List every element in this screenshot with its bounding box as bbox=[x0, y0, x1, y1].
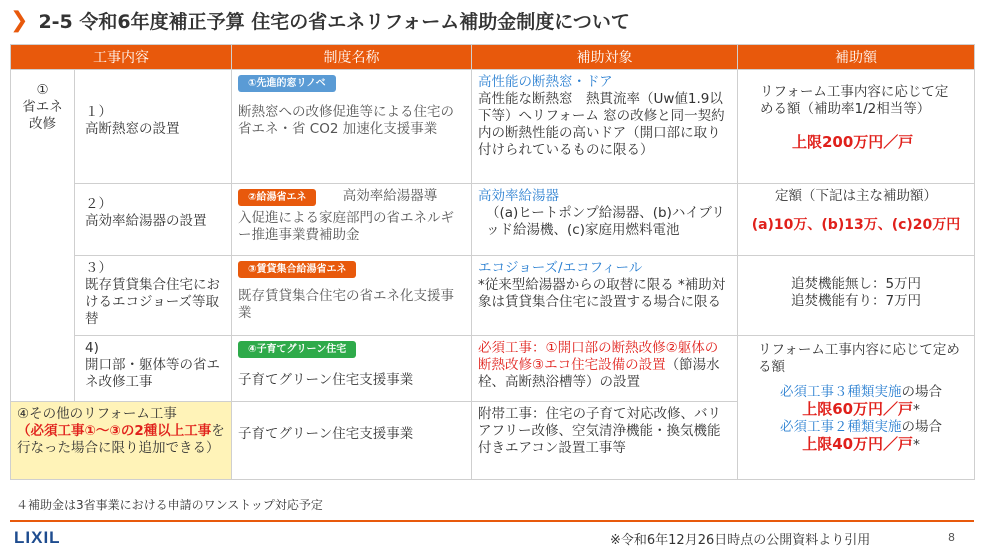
category-label: 省エネ bbox=[22, 99, 63, 115]
category-number: ① bbox=[36, 82, 49, 98]
amount-limit-3: 上限60万円／戸 bbox=[802, 400, 914, 418]
program-tag: ④子育てグリーン住宅 bbox=[238, 341, 356, 358]
target-title: エコジョーズ/エコフィール bbox=[478, 260, 643, 276]
amount-cell bbox=[738, 70, 975, 184]
amount-limit: (a)10万、(b)13万、(c)20万円 bbox=[751, 217, 961, 233]
work-name: ④その他のリフォーム工事 bbox=[17, 406, 177, 422]
page-title-text: 2-5 令和6年度補正予算 住宅の省エネリフォーム補助金制度について bbox=[38, 10, 630, 33]
subsidy-table bbox=[10, 44, 975, 480]
chevron-right-icon: ❯ bbox=[10, 7, 29, 33]
work-name: 高断熱窓の設置 bbox=[85, 121, 180, 137]
work-cell: ３） 既存賃貸集合住宅におけるエコジョーズ等取替 bbox=[75, 256, 232, 336]
program-cell bbox=[232, 402, 472, 480]
table-row bbox=[11, 70, 975, 184]
work-cell: １） 高断熱窓の設置 bbox=[75, 70, 232, 184]
amount-text: リフォーム工事内容に応じて定める額（補助率1/2相当等） bbox=[760, 84, 949, 117]
work-name: 既存賃貸集合住宅におけるエコジョーズ等取替 bbox=[85, 277, 220, 327]
work-cell: ２） 高効率給湯器の設置 bbox=[75, 184, 232, 256]
header-program: 制度名称 bbox=[232, 45, 472, 70]
amount-limit: 上限200万円／戸 bbox=[792, 133, 914, 151]
program-name: 既存賃貸集合住宅の省エネ化支援事業 bbox=[238, 288, 454, 321]
target-title: 高効率給湯器 bbox=[478, 188, 559, 204]
program-name: 子育てグリーン住宅支援事業 bbox=[238, 372, 414, 388]
target-required: 必須工事：①開口部の断熱改修②躯体の断熱改修③エコ住宅設備の設置 bbox=[478, 340, 719, 373]
amount-text: 定額（下記は主な補助額） bbox=[775, 188, 937, 204]
page-title bbox=[10, 6, 630, 34]
program-cell: ②給湯省エネ 高効率給湯器導 入促進による家庭部門の省エネルギー推進事業費補助金 bbox=[232, 184, 472, 256]
program-cell bbox=[232, 70, 472, 184]
page-number: 8 bbox=[948, 531, 955, 544]
target-body: （(a)ヒートポンプ給湯器、(b)ハイブリッド給湯機、(c)家庭用燃料電池 bbox=[486, 205, 725, 238]
category-label-2: 改修 bbox=[29, 116, 56, 132]
program-tag: ②給湯省エネ bbox=[238, 189, 316, 206]
program-name: 子育てグリーン住宅支援事業 bbox=[238, 426, 414, 442]
target-title: 高性能の断熱窓・ドア bbox=[478, 74, 613, 90]
program-cell bbox=[232, 336, 472, 402]
amount-line-2: 追焚機能有り：7万円 bbox=[790, 293, 922, 309]
work-cell-other: ④その他のリフォーム工事 （必須工事①～③の2種以上工事を行なった場合に限り追加できる） bbox=[11, 402, 232, 480]
footnote: ４補助金は3省事業における申請のワンストップ対応予定 bbox=[16, 498, 323, 512]
divider bbox=[10, 520, 974, 522]
amount-text: リフォーム工事内容に応じて定める額 bbox=[758, 342, 960, 375]
table-row bbox=[11, 256, 975, 336]
header-koji: 工事内容 bbox=[11, 45, 232, 70]
lixil-logo: LIXIL bbox=[14, 528, 61, 547]
work-name: 開口部・躯体等の省エネ改修工事 bbox=[85, 357, 220, 390]
amount-cell bbox=[738, 184, 975, 256]
target-cell bbox=[472, 184, 738, 256]
program-name: 入促進による家庭部門の省エネルギー推進事業費補助金 bbox=[238, 210, 454, 243]
program-tag: ③賃貸集合給湯省エネ bbox=[238, 261, 356, 278]
source-note: ※令和6年12月26日時点の公開資料より引用 bbox=[610, 533, 871, 548]
program-name: 断熱窓への改修促進等による住宅の省エネ・省 CO2 加速化支援事業 bbox=[238, 104, 454, 137]
work-name: 高効率給湯器の設置 bbox=[85, 213, 207, 229]
category-cell bbox=[11, 70, 75, 402]
target-cell bbox=[472, 70, 738, 184]
amount-limit-2: 上限40万円／戸 bbox=[802, 435, 914, 453]
target-body: 附帯工事：住宅の子育て対応改修、バリアフリー改修、空気清浄機能・換気機能付きエアコン設置工事等 bbox=[478, 406, 721, 456]
program-tag: ①先進的窓リノベ bbox=[238, 75, 336, 92]
header-target: 補助対象 bbox=[472, 45, 738, 70]
work-cell: 4) 開口部・躯体等の省エネ改修工事 bbox=[75, 336, 232, 402]
target-cell bbox=[472, 402, 738, 480]
table-row bbox=[11, 184, 975, 256]
target-cell: 必須工事：①開口部の断熱改修②躯体の断熱改修③エコ住宅設備の設置（節湯水栓、高断熱浴槽等）の設置 bbox=[472, 336, 738, 402]
header-amount: 補助額 bbox=[738, 45, 975, 70]
table-header-row bbox=[11, 45, 975, 70]
amount-line-1: 追焚機能無し：5万円 bbox=[790, 276, 922, 292]
amount-cell: リフォーム工事内容に応じて定める額 必須工事３種類実施の場合 上限60万円／戸* 必須工事２種類実施の場合 上限40万円／戸* bbox=[738, 336, 975, 480]
amount-cell bbox=[738, 256, 975, 336]
target-body: 高性能な断熱窓 熱貫流率（Uw値1.9以下等）へリフォーム 窓の改修と同一契約内の断熱性能の高いドア（開口部に取り付けられているものに限る） bbox=[478, 91, 725, 158]
target-body: *従来型給湯器からの取替に限る *補助対象は賃貸集合住宅に設置する場合に限る bbox=[478, 277, 726, 310]
target-cell bbox=[472, 256, 738, 336]
program-cell bbox=[232, 256, 472, 336]
table-row bbox=[11, 336, 975, 402]
